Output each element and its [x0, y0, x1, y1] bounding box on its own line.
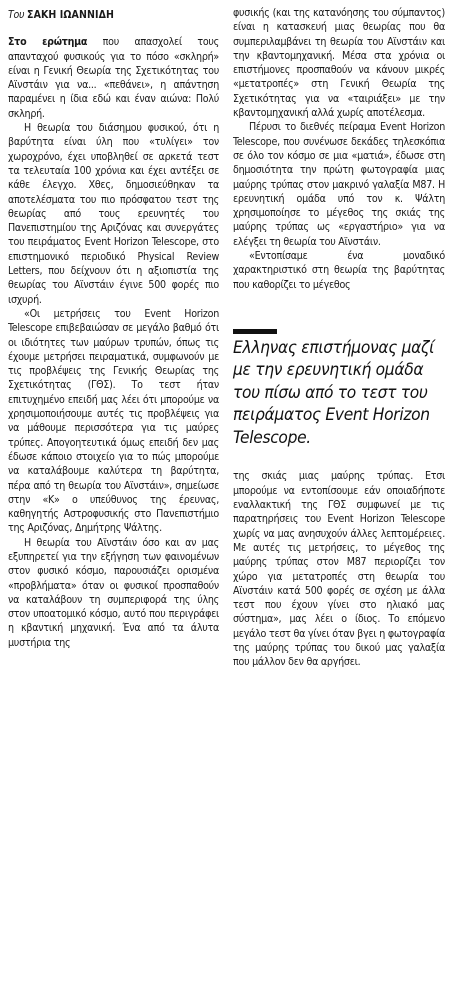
lead-phrase: Στο ερώτημα [8, 36, 88, 49]
article-paragraph [8, 35, 219, 121]
pull-quote-text: Ελληνας επιστήμονας μαζί με την ερευνητική ομάδα του πίσω από το τεστ του πειράματος Event Horizon Telescope. [233, 337, 435, 448]
article-paragraph: Η θεωρία του Αϊνστάιν όσο και αν μας εξυπηρετεί για την εξήγηση των φαινομένων στον φυσικό κόσμο, παρουσιάζει ορισμένα «προβλήματα» όταν οι φυσικοί προσπαθούν να καταλάβουν τη συμπεριφορά της ύλης στον υποατομικό κόσμο, αυτό που περιγράφει η κβαντική μηχανική. Ένα από τα άλυτα μυστήρια της [8, 536, 219, 649]
right-column [233, 6, 445, 987]
article-paragraph: «Εντοπίσαμε ένα μοναδικό χαρακτηριστικό στη θεωρία της βαρύτητας που καθορίζει το μέγεθος [233, 250, 445, 291]
article-paragraph: Η θεωρία του διάσημου φυσικού, ότι η βαρύτητα είναι ύλη που «τυλίγει» τον χωροχρόνο, έχει υποβληθεί σε αρκετά τεστ τα τελευταία 100 χρόνια και έχει αντέξει σε κάθε έλεγχο. Χθες, δημοσιεύθηκαν τα αποτελέσματα του πιο πρόσφατου τεστ της θεωρίας από τους ερευνητές του Πανεπιστημίου της Αριζόνας και συνεργάτες του πειράματος Event Horizon Telescope, στο επιστημονικό περιοδικό Physical Review Letters, που δείχνουν ότι η αξιοπιστία της θεωρίας του Αϊνστάιν έγινε 500 φορές πιο ισχυρή. [8, 122, 219, 306]
byline-author: ΣΑΚΗ ΙΩΑΝΝΙΔΗ [27, 9, 114, 21]
lead-paragraph-text: που απασχολεί τους απανταχού φυσικούς για το πόσο «σκληρή» είναι η Γενική Θεωρία της Σχετικότητας του Αϊνστάιν για να... «πεθάνει», η απάντηση παραμένει η ίδια εδώ και έναν αιώνα: Πολύ σκληρή. [8, 36, 220, 120]
article-paragraph: της σκιάς μιας μαύρης τρύπας. Ετσι μπορούμε να εντοπίσουμε εάν οποιαδήποτε εναλλακτική της ΓΘΣ συμφωνεί με τις παρατηρήσεις του Event Horizon Telescope χωρίς να μας ανησυχούν άλλες λεπτομέρειες. Με αυτές τις μετρήσεις, το μέγεθος της μαύρης τρύπας στον Μ87 περιορίζει τον χώρο για μετατροπές στη θεωρία του Αϊνστάιν κατά 500 φορές σε σχέση με άλλα τεστ που έχουν γίνει στο ηλιακό μας σύστημα», μας λέει ο ίδιος. Το επόμενο μεγάλο τεστ θα γίνει όταν βγει η φωτογραφία της μαύρης τρύπας του δικού μας γαλαξία που μάλλον δεν θα αργήσει. [233, 470, 445, 669]
left-column [8, 6, 219, 987]
article-paragraph: Πέρυσι το διεθνές πείραμα Event Horizon Telescope, που συνένωσε δεκάδες τηλεσκόπια σε όλο τον κόσμο σε μια «ματιά», έδωσε στη δημοσιότητα την πρώτη φωτογραφία μιας μαύρης τρύπας στον μακρινό γαλαξία Μ87. Η ερευνητική ομάδα υπό τον κ. Ψάλτη χρησιμοποίησε το μέγεθος της σκιάς της μαύρης τρύπας ως «εργαστήριο» για να ελέγξει τη θεωρία του Αϊνστάιν. [233, 121, 445, 248]
article-paragraph: «Οι μετρήσεις του Event Horizon Telescope επιβεβαιώσαν σε μεγάλο βαθμό ότι οι ιδιότητες των μαύρων τρυπών, όπως τις έχουμε μετρήσει πειραματικά, συμφωνούν με τις προβλέψεις της Γενικής Θεωρίας της Σχετικότητας (ΓΘΣ). Το τεστ ήταν επιτυχημένο επειδή μας λέει ότι μπορούμε να χρησιμοποιήσουμε αυτές τις προβλέψεις για να μάθουμε περισσότερα για τις μαύρες τρύπες. Απογοητευτικά όμως επειδή δεν μας έδωσε κάποιο στοιχείο για το πώς μπορούμε να καταλάβουμε καλύτερα τη βαρύτητα, πέρα από τη θεωρία του Αϊνστάιν», σημείωσε στην «Κ» ο υπεύθυνος της έρευνας, καθηγητής Αστροφυσικής στο Πανεπιστήμιο της Αριζόνας, Δημήτρης Ψάλτης. [8, 307, 219, 535]
article-paragraph: φυσικής (και της κατανόησης του σύμπαντος) είναι η κατασκευή μιας θεωρίας που θα συμπεριλαμβάνει τη θεωρία του Αϊνστάιν και την κβαντομηχανική. Μέσα στα χρόνια οι επιστήμονες προσπαθούν να κάνουν μικρές «μετατροπές» στη Γενική Θεωρία της Σχετικότητας για να «ταιριάξει» με την κβαντομηχανική αλλά χωρίς αποτέλεσμα. [233, 7, 445, 120]
byline-prefix: Του [8, 9, 25, 21]
pull-quote [233, 329, 445, 450]
byline [8, 8, 219, 22]
pull-quote-rule [233, 329, 277, 334]
